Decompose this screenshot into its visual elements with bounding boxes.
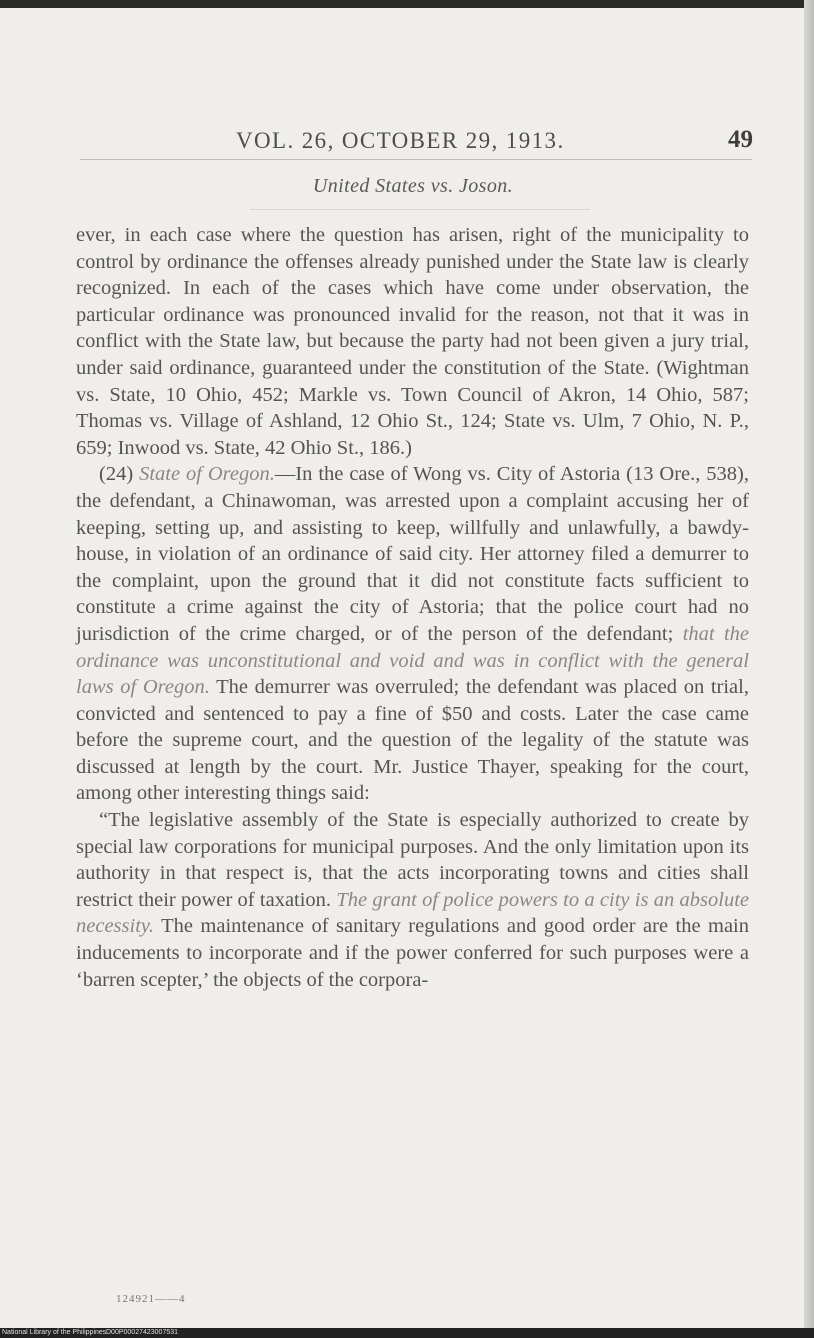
body-text [76,222,749,993]
signature-mark: 124921——4 [116,1293,186,1305]
page-number: 49 [728,126,753,153]
section-number: (24) [99,463,134,486]
title-rule [250,209,590,210]
paragraph-quote: “The legislative assembly of the State is especially authorized to create by special law corporations for municipal purposes. And the only limitation upon its authority in that respect is, that the acts incorporating towns and cities shall restrict their power of taxation. The grant of police powers to a city is an absolute necessity. The maintenance of sanitary regulations and good order are the main inducements to incorporate and if the power conferred for such purposes were a ‘barren scepter,’ the objects of the corpora- [76,809,750,991]
italic-emphasis: The grant of police powers to a city is an absolute necessity. [76,888,749,938]
case-title: United States vs. Joson. [312,175,514,197]
footer-code: D00P0002742300753​1 [106,1329,179,1336]
running-head [0,124,804,160]
footer-library: National Library of the Philippines [2,1329,107,1336]
paragraph-continuation: ever, in each case where the question has arisen, right of the municipality to control by ordinance the offenses already punished under the State law is clearly recognized. In each of the cases which have come under observation, the particular ordinance was pronounced invalid for the reason, not that it was in conflict with the State law, but because the party had not been given a jury trial, under said ordinance, guaranteed under the constitution of the State. (Wightman vs. State, 10 Ohio, 452; Markle vs. Town Council of Akron, 14 Ohio, 587; Thomas vs. Village of Ashland, 12 Ohio St., 124; State vs. Ulm, 7 Ohio, N. P., 659; Inwood vs. State, 42 Ohio St., 186.) [76,224,749,459]
italic-emphasis: that the ordinance was unconstitutional and void and was in conflict with the general laws of Oregon. [76,622,750,699]
scan-top-edge [0,0,814,8]
header-rule [80,159,752,160]
scan-footer [0,1328,814,1338]
scan-right-edge [804,0,814,1338]
volume-line: VOL. 26, OCTOBER 29, 1913. [236,128,565,153]
section-heading: State of Oregon. [139,463,275,486]
paragraph-oregon: (24) State of Oregon.—In the case of Wong vs. City of Astoria (13 Ore., 538), the defendant, a Chinawoman, was arrested upon a complaint accusing her of keeping, setting up, and assisting to keep, willfully and unlawfully, a bawdy-house, in violation of an ordinance of said city. Her attorney filed a demurrer to the complaint, upon the ground that it did not constitute facts sufficient to constitute a crime against the city of Astoria; that the police court had no jurisdiction of the crime charged, or of the person of the defendant; that the ordinance was unconstitutional and void and was in conflict with the general laws of Oregon. The demurrer was overruled; the defendant was placed on trial, convicted and sentenced to pay a fine of $50 and costs. Later the case came before the supreme court, and the question of the legality of the statute was discussed at length by the court. Mr. Justice Thayer, speaking for the court, among other interesting things said: [76,463,750,805]
